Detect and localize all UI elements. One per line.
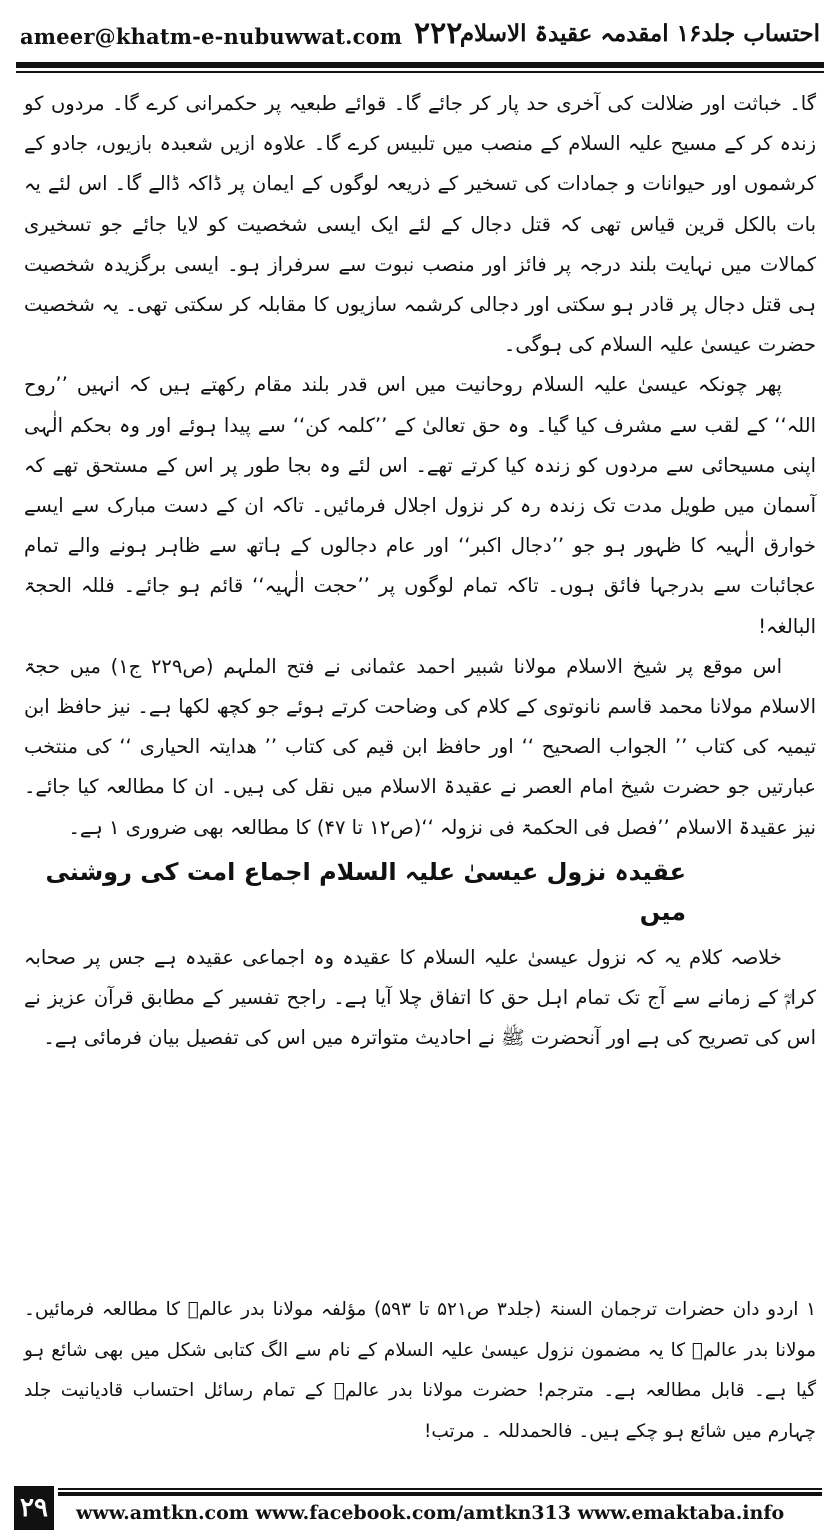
footer-rule-thin: [58, 1488, 822, 1490]
header-page-number: ۲۲۲: [414, 16, 463, 51]
paragraph-3: اس موقع پر شیخ الاسلام مولانا شبیر احمد عثمانی نے فتح الملہم (ص۲۲۹ ج۱) میں حجۃ الاسلام مولانا محمد قاسم نانوتوی کے کلام کی وضاحت کرتے ہوئے جو کچھ لکھا ہے۔ نیز حافظ ابن تیمیہ کی کتاب ’’ الجواب الصحیح ‘‘ اور حافظ ابن قیم کی کتاب ’’ ھدایتہ الحیاری ‘‘ کی منتخب عبارتیں جو حضرت شیخ امام العصر نے عقیدۃ الاسلام میں نقل کی ہیں۔ ان کا مطالعہ کیا جائے۔ نیز عقیدۃ الاسلام ’’فصل فی الحکمۃ فی نزولہ ‘‘(ص۱۲ تا ۴۷) کا مطالعہ بھی ضروری ۱ ہے۔: [24, 654, 816, 839]
footer-page-number: ۲۹: [14, 1486, 54, 1530]
paragraph-1: گا۔ خباثت اور ضلالت کی آخری حد پار کر جائے گا۔ قوائے طبعیہ پر حکمرانی کرے گا۔ مردوں کو زندہ کر کے مسیح علیہ السلام کے منصب میں تلبیس کرے گا۔ علاوہ ازیں شعبدہ بازیوں، جادو کے کرشموں اور حیوانات و جمادات کی تسخیر کے ذریعہ لوگوں کے ایمان پر ڈاکہ ڈالے گا۔ اس لئے یہ بات بالکل قرین قیاس تھی کہ قتل دجال کے لئے ایک ایسی شخصیت کو لایا جائے جو تسخیری کمالات میں نہایت بلند درجہ پر فائز اور منصب نبوت سے سرفراز ہو۔ ایسی برگزیدہ شخصیت ہی قتل دجال پر قادر ہو سکتی اور دجالی کرشمہ سازیوں کا مقابلہ کر سکتی تھی۔ یہ شخصیت حضرت عیسیٰ علیہ السلام کی ہوگی۔: [24, 92, 816, 357]
section-heading: عقیدہ نزول عیسیٰ علیہ السلام اجماع امت کی روشنی میں: [45, 857, 686, 926]
footnote: [24, 1290, 816, 1452]
header-email: ameer@khatm-e-nubuwwat.com: [20, 24, 403, 49]
footer-rule-thick: [58, 1492, 822, 1496]
paragraph-4: خلاصہ کلام یہ کہ نزول عیسیٰ علیہ السلام کا عقیدہ وہ اجماعی عقیدہ ہے جس پر صحابہ کرامؓ کے زمانے سے آج تک تمام اہل حق کا اتفاق چلا آیا ہے۔ راجح تفسیر کے مطابق قرآن عزیز نے اس کی تصریح کی ہے اور آنحضرت ﷺ نے احادیث متواترہ میں اس کی تفصیل بیان فرمائی ہے۔: [24, 945, 816, 1050]
paragraph-2: پھر چونکہ عیسیٰ علیہ السلام روحانیت میں اس قدر بلند مقام رکھتے ہیں کہ انہیں ’’روح اللہ‘‘ کے لقب سے مشرف کیا گیا۔ وہ حق تعالیٰ کے ’’کلمہ کن‘‘ سے پیدا ہوئے اور وہ بحکم الٰہی اپنی مسیحائی سے مردوں کو زندہ کیا کرتے تھے۔ اس لئے وہ بجا طور پر اس کے مستحق تھے کہ آسمان میں طویل مدت تک زندہ رہ کر نزول اجلال فرمائیں۔ تاکہ ان کے دست مبارک سے ایسے خوارق الٰہیہ کا ظہور ہو جو ’’دجال اکبر‘‘ اور عام دجالوں کے ہاتھ سے ظاہر ہونے والے تمام عجائبات سے بدرجہا فائق ہوں۔ تاکہ تمام لوگوں پر ’’حجت الٰہیہ‘‘ قائم ہو جائے۔ فللہ الحجۃ البالغہ!: [24, 373, 816, 638]
header-rule-thin: [16, 71, 824, 73]
footer-urls: www.amtkn.com www.facebook.com/amtkn313 www.emaktaba.info: [76, 1502, 785, 1524]
header-rule-thick: [16, 62, 824, 68]
page-header: [16, 14, 824, 58]
footnote-text: ۱ اردو دان حضرات ترجمان السنۃ (جلد۳ ص۵۲۱ تا ۵۹۳) مؤلفہ مولانا بدر عالمؒ کا مطالعہ فرمائیں۔ مولانا بدر عالمؒ کا یہ مضمون نزول عیسیٰ علیہ السلام کے نام سے الگ کتابی شکل میں بھی شائع ہو گیا ہے۔ قابل مطالعہ ہے۔ مترجم! حضرت مولانا بدر عالمؒ کے تمام رسائل احتساب قادیانیت جلد چہارم میں شائع ہو چکے ہیں۔ فالحمدللہ ۔ مرتب!: [24, 1299, 817, 1442]
main-text: [24, 84, 816, 1058]
header-title: احتساب جلد۱۶ امقدمہ عقیدۃ الاسلام: [459, 20, 820, 47]
